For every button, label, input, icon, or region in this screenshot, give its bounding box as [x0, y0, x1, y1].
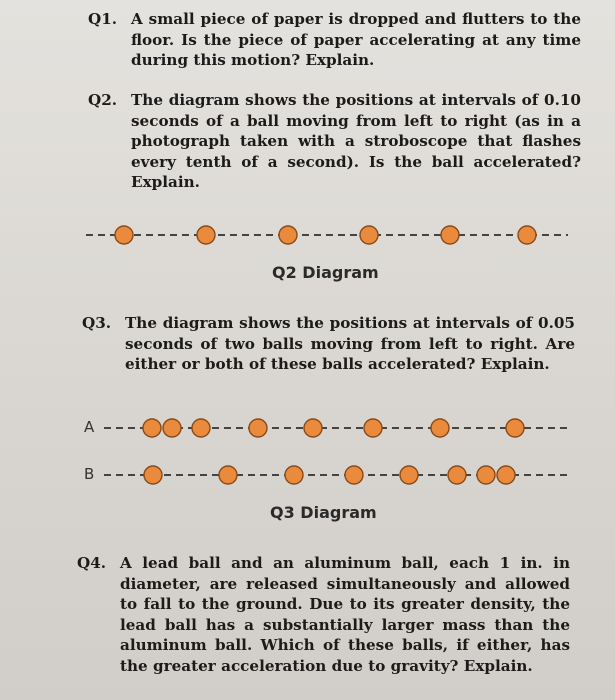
q3-diagram-row-b	[0, 460, 615, 490]
question-2-number: Q2.	[88, 91, 118, 109]
q3-row-a-ball	[192, 419, 210, 437]
q3-row-b-ball	[345, 466, 363, 484]
q2-ball	[518, 226, 536, 244]
question-2-text: The diagram shows the positions at intervals of 0.10 seconds of a ball moving from left to right (as in a photograph taken with a stroboscope that flashes every tenth of a second). Is the ball accelerated? Explain.	[131, 91, 581, 191]
q3-diagram-caption: Q3 Diagram	[270, 503, 377, 522]
q3-row-b-ball	[477, 466, 495, 484]
q3-row-b-ball	[285, 466, 303, 484]
q3-row-b-ball	[219, 466, 237, 484]
q2-ball	[360, 226, 378, 244]
question-1-text: A small piece of paper is dropped and flutters to the floor. Is the piece of paper accelerating at any time during this motion? Explain.	[131, 10, 581, 69]
q3-row-a-ball	[143, 419, 161, 437]
q3-row-b-label: B	[84, 465, 95, 483]
q2-ball	[279, 226, 297, 244]
q2-diagram	[0, 220, 615, 250]
q3-row-a-ball	[431, 419, 449, 437]
q3-row-a-ball	[304, 419, 322, 437]
q2-ball	[115, 226, 133, 244]
question-1	[88, 9, 586, 73]
question-3-text: The diagram shows the positions at intervals of 0.05 seconds of two balls moving from left to right. Are either or both of these balls accelerated? Explain.	[125, 314, 575, 373]
question-1-number: Q1.	[88, 10, 118, 28]
q3-row-b-ball	[448, 466, 466, 484]
q3-row-b-ball	[497, 466, 515, 484]
q3-row-a-label: A	[84, 418, 95, 436]
q2-diagram-caption: Q2 Diagram	[272, 263, 379, 282]
question-4-number: Q4.	[77, 554, 107, 572]
question-3-number: Q3.	[82, 314, 112, 332]
q3-row-a-ball	[506, 419, 524, 437]
q2-ball	[441, 226, 459, 244]
question-4-text: A lead ball and an aluminum ball, each 1 in. in diameter, are released simultaneously and allowed to fall to the ground. Due to its greater density, the lead ball has a substantially larger mass than the aluminum ball. Which of these balls, if either, has the greater acceleration due to gravity? Explain.	[120, 554, 570, 675]
question-4	[77, 553, 575, 693]
q3-diagram-row-a	[0, 413, 615, 443]
q3-row-a-ball	[249, 419, 267, 437]
q3-row-b-ball	[144, 466, 162, 484]
q3-row-a-ball	[163, 419, 181, 437]
question-3	[82, 313, 580, 377]
q2-ball	[197, 226, 215, 244]
q3-row-a-ball	[364, 419, 382, 437]
question-2	[88, 90, 586, 191]
q3-row-b-ball	[400, 466, 418, 484]
